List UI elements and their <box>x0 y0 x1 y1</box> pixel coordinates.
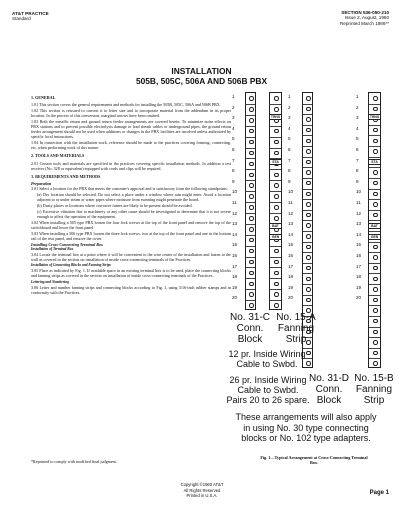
terminal-circle <box>373 139 378 144</box>
paragraph: 1.02 This section is reissued to convert it to letter size and to incorporate material from the addendum in its proper location. In the process of this conversion, marginal arrows have been omitted. <box>31 108 231 119</box>
row-divider <box>270 246 281 247</box>
terminal-circle <box>373 192 378 197</box>
terminal-circle <box>306 287 311 292</box>
row-divider <box>303 104 312 105</box>
terminal-circle <box>373 287 378 292</box>
row-divider <box>270 126 281 127</box>
caption-wiring-26pr <box>226 375 310 405</box>
terminal-circle <box>249 216 254 221</box>
header-left-line: Standard <box>12 16 31 22</box>
paragraph: (a) Dry location should be selected. Do not select a place under a window where rain might enter. Avoid a location adjacent to or under steam or water pipes where moisture from sweating might penetrate the board. <box>37 191 231 202</box>
terminal-circle <box>249 183 254 188</box>
section-heading: 3. REQUIREMENTS AND METHODS <box>31 173 101 179</box>
subheading: Installation of Terminal Box <box>31 247 74 252</box>
paragraph: 3.04 Locate the terminal box at a point where it will be convenient to the wire center of the installation and fasten to the wall as covered in the section on installation of inside cross-connecting terminals of the Practices. <box>31 252 231 263</box>
row-divider <box>303 295 312 296</box>
arrangement-note <box>218 412 394 444</box>
row-divider <box>303 263 312 264</box>
row-divider <box>270 300 281 301</box>
terminal-circle <box>249 151 254 156</box>
row-divider <box>246 115 255 116</box>
row-divider <box>369 157 380 158</box>
row-divider <box>369 327 380 328</box>
row-number: 13 <box>288 221 294 227</box>
figure-caption <box>233 455 395 465</box>
row-divider <box>270 289 281 290</box>
terminal-circle <box>306 181 311 186</box>
terminal-circle <box>373 351 378 356</box>
caption-strip-15b <box>352 373 396 406</box>
caption-line: No. 15-A <box>276 312 316 323</box>
terminal-circle <box>373 255 378 260</box>
terminal-circle <box>274 129 279 134</box>
terminal-circle <box>373 213 378 218</box>
row-divider <box>303 189 312 190</box>
row-number: 6 <box>288 147 291 152</box>
row-number: 1 <box>232 94 235 99</box>
row-divider <box>270 148 281 149</box>
terminal-circle <box>306 298 311 303</box>
row-divider <box>369 337 380 338</box>
body-column <box>31 92 231 296</box>
row-number: 16 <box>288 253 294 258</box>
row-number: 10 <box>232 189 238 195</box>
terminal-circle <box>373 330 378 335</box>
terminal-circle <box>249 140 254 145</box>
row-divider <box>303 146 312 147</box>
row-number: 12 <box>356 210 362 216</box>
row-number: 5 <box>356 136 359 142</box>
header-left <box>12 11 49 22</box>
row-divider <box>270 191 281 192</box>
terminal-circle <box>306 245 311 250</box>
terminal-circle <box>373 308 378 313</box>
caption-line: 12 pr. Inside Wiring <box>228 349 306 359</box>
row-number: 20 <box>356 295 362 301</box>
caption-wiring-12pr <box>222 349 312 369</box>
paragraph: 1.01 This section covers the general requirements and methods for installing the 505B, 505C, 506A and 506B PBX. <box>31 102 221 108</box>
tag-gen: GEN <box>368 234 381 240</box>
row-number: 7 <box>356 157 359 163</box>
terminal-circle <box>274 96 279 101</box>
terminal-circle <box>306 202 311 207</box>
row-number: 13 <box>356 221 362 227</box>
row-divider <box>303 114 312 115</box>
fanning-strip-15a <box>269 92 282 310</box>
row-number: 13 <box>232 221 238 227</box>
terminal-circle <box>373 361 378 366</box>
row-number: 3 <box>356 115 359 121</box>
caption-line: No. 31-D <box>308 373 349 384</box>
row-number: 18 <box>232 274 238 280</box>
terminal-circle <box>306 128 311 133</box>
footnote: *Reprinted to comply with modified final judgment. <box>31 459 117 464</box>
paragraph: 3.03 When installing a 506 type PBX loosen the three lock screws, two at the top of the front panel and one in the bottom rail of the rear panel, and remove the cover. <box>31 231 231 242</box>
row-number: 2 <box>288 104 291 110</box>
terminal-circle <box>249 292 254 297</box>
figure-caption-line: Fig. 1—Typical Arrangement at Cross-Connecting Terminal <box>260 455 368 460</box>
row-divider <box>270 278 281 279</box>
row-number: 10 <box>356 189 362 195</box>
row-divider <box>270 213 281 214</box>
terminal-circle <box>306 255 311 260</box>
terminal-circle <box>306 160 311 165</box>
section-heading: 1. GENERAL <box>31 95 56 100</box>
row-number: 6 <box>356 147 359 152</box>
terminal-circle <box>373 107 378 112</box>
terminal-circle <box>274 183 279 188</box>
row-divider <box>369 316 380 317</box>
caption-line: Cable to Swbd. <box>237 385 299 395</box>
row-number: 12 <box>232 210 238 216</box>
terminal-circle <box>306 266 311 271</box>
terminal-circle <box>306 277 311 282</box>
terminal-circle <box>249 162 254 167</box>
terminal-circle <box>274 271 279 276</box>
header-right <box>340 10 389 26</box>
caption-line: No. 31-C <box>229 312 270 323</box>
caption-line: Conn. <box>236 323 264 334</box>
terminal-circle <box>249 194 254 199</box>
row-divider <box>369 210 380 211</box>
terminal-circle <box>249 205 254 210</box>
caption-line: Block <box>237 334 263 345</box>
row-number: 9 <box>232 178 235 184</box>
row-divider <box>270 257 281 258</box>
note-line: in using No. 30 type connecting <box>243 422 369 433</box>
terminal-circle <box>306 223 311 228</box>
row-number: 15 <box>288 242 294 248</box>
row-divider <box>369 104 380 105</box>
row-divider <box>246 257 255 258</box>
row-divider <box>246 289 255 290</box>
row-number: 20 <box>288 295 294 301</box>
row-number: 4 <box>356 125 359 131</box>
terminal-circle <box>274 216 279 221</box>
terminal-circle <box>274 173 279 178</box>
tag-gen: GEN <box>269 234 282 240</box>
row-divider <box>369 284 380 285</box>
row-divider <box>369 199 380 200</box>
row-divider <box>369 146 380 147</box>
terminal-circle <box>274 140 279 145</box>
terminal-circle <box>373 245 378 250</box>
tag-bat: BAT <box>368 223 381 229</box>
fanning-strip-15b <box>368 92 381 368</box>
caption-line: 26 pr. Inside Wiring <box>229 375 307 385</box>
row-number: 14 <box>288 231 294 237</box>
tag-bat: BAT <box>269 223 282 229</box>
terminal-circle <box>274 303 279 308</box>
figure-caption-line: Box. <box>309 460 319 465</box>
row-divider <box>369 358 380 359</box>
row-number: 16 <box>356 253 362 258</box>
paragraph: (b) Dusty places or locations where corrosive fumes are likely to be present should be avoided. <box>37 202 193 208</box>
terminal-circle <box>373 149 378 154</box>
paragraph: (c) Excessive vibration due to machinery or any other cause should be investigated to determine that it is not severe enough to affect the operation of the equipment. <box>37 208 231 219</box>
row-number: 17 <box>288 263 294 269</box>
row-divider <box>246 180 255 181</box>
terminal-circle <box>306 192 311 197</box>
row-divider <box>369 252 380 253</box>
terminal-circle <box>306 234 311 239</box>
header-left-line: AT&T PRACTICE <box>12 11 49 16</box>
row-number: 19 <box>356 284 362 290</box>
terminal-circle <box>274 205 279 210</box>
copyright-line: Printed in U.S.A. <box>186 493 218 499</box>
terminal-circle <box>249 173 254 178</box>
row-divider <box>369 178 380 179</box>
row-number: 1 <box>356 94 359 99</box>
row-divider <box>246 169 255 170</box>
copyright-line: Copyright ©1960 AT&T <box>180 482 224 487</box>
caption-line: Strip <box>285 334 307 345</box>
subheading: Preparation <box>31 180 52 186</box>
row-divider <box>246 202 255 203</box>
terminal-circle <box>373 170 378 175</box>
row-number: 10 <box>288 189 294 195</box>
caption-strip-15a <box>274 312 318 345</box>
terminal-circle <box>249 238 254 243</box>
terminal-circle <box>274 107 279 112</box>
caption-line: Strip <box>363 395 385 406</box>
row-number: 12 <box>288 210 294 216</box>
row-number: 20 <box>232 295 238 301</box>
row-number: 19 <box>232 284 238 290</box>
terminal-circle <box>249 129 254 134</box>
row-divider <box>246 213 255 214</box>
subheading: Lettering and Numbering <box>31 279 69 284</box>
connecting-block-31c <box>245 92 256 310</box>
row-divider <box>303 178 312 179</box>
row-divider <box>303 167 312 168</box>
row-number: 17 <box>356 263 362 269</box>
caption-line: Pairs 20 to 26 spare. <box>226 395 310 405</box>
caption-block-31d <box>306 373 352 406</box>
row-divider <box>270 202 281 203</box>
terminal-circle <box>306 96 311 101</box>
row-divider <box>246 300 255 301</box>
row-divider <box>246 104 255 105</box>
row-divider <box>369 220 380 221</box>
row-divider <box>303 135 312 136</box>
row-divider <box>369 167 380 168</box>
row-number: 11 <box>232 200 237 205</box>
subheading: Installation of Connecting Blocks and Fanning Strips <box>31 263 111 268</box>
row-number: 19 <box>288 284 294 290</box>
row-divider <box>303 220 312 221</box>
terminal-circle <box>274 249 279 254</box>
row-number: 8 <box>288 168 291 174</box>
row-number: 8 <box>232 168 235 174</box>
row-number: 18 <box>356 274 362 280</box>
row-divider <box>303 273 312 274</box>
row-divider <box>246 191 255 192</box>
terminal-circle <box>306 149 311 154</box>
row-number: 5 <box>288 136 291 142</box>
terminal-circle <box>249 282 254 287</box>
header-right-line: Reprinted March 1986** <box>339 20 389 26</box>
terminal-circle <box>373 181 378 186</box>
caption-line: Cable to Swbd. <box>236 359 298 369</box>
row-number: 1 <box>288 94 291 99</box>
terminal-circle <box>373 202 378 207</box>
terminal-circle <box>274 260 279 265</box>
row-divider <box>246 246 255 247</box>
terminal-circle <box>274 151 279 156</box>
paragraph: 3.02 When installing a 505 type PBX loosen the four lock screws at the top of the front panel and remove the top of the switchboard and lower the front panel. <box>31 219 231 231</box>
row-number: 15 <box>356 242 362 248</box>
paragraph: 3.06 Letter and number fanning strips and connecting blocks according to Fig. 1, using 3/16-inch rubber stamps and in conformity with the Practices. <box>31 284 231 295</box>
row-divider <box>246 278 255 279</box>
terminal-circle <box>306 139 311 144</box>
row-divider <box>369 263 380 264</box>
terminal-circle <box>373 128 378 133</box>
section-heading: 2. TOOLS AND MATERIALS <box>31 153 85 159</box>
row-number: 3 <box>232 115 235 121</box>
terminal-circle <box>373 277 378 282</box>
terminal-circle <box>274 282 279 287</box>
terminal-circle <box>249 118 254 123</box>
caption-line: Conn. <box>315 384 343 395</box>
paragraph: 3.01 Select a location for the PBX that meets the customer's approval and is satisfactory from the following standpoints: <box>31 185 228 191</box>
row-number: 9 <box>356 178 359 184</box>
row-number: 6 <box>232 147 235 152</box>
row-number: 14 <box>232 231 238 237</box>
tag-trns: TRNS <box>270 115 281 119</box>
row-divider <box>270 180 281 181</box>
terminal-circle <box>249 303 254 308</box>
header-right-line: SECTION 536-050-210 <box>341 10 389 15</box>
paragraph: 2.01 Certain tools and materials are specified in the practices covering specific installation methods. In addition a test receiver (No. 328 or equivalent) equipped with cords and clips will be required. <box>31 160 231 171</box>
note-line: These arrangements will also apply <box>235 412 377 422</box>
paragraph: 1.04 In connection with the installation work, reference should be made to the practices covering forming, connecting, etc, when performing work of this nature. <box>31 140 231 151</box>
row-divider <box>369 242 380 243</box>
row-divider <box>303 305 312 306</box>
copyright-line: All Rights Reserved <box>183 487 221 493</box>
caption-line: No. 15-B <box>354 373 394 384</box>
note-line: blocks or No. 102 type adapters. <box>241 433 371 443</box>
row-divider <box>303 284 312 285</box>
terminal-circle <box>306 107 311 112</box>
terminal-circle <box>249 271 254 276</box>
row-number: 16 <box>232 253 238 258</box>
row-divider <box>246 158 255 159</box>
terminal-circle <box>249 96 254 101</box>
terminal-circle <box>373 96 378 101</box>
terminal-circle <box>249 249 254 254</box>
row-divider <box>246 235 255 236</box>
terminal-circle <box>249 107 254 112</box>
terminal-circle <box>274 292 279 297</box>
row-divider <box>369 273 380 274</box>
row-divider <box>270 267 281 268</box>
terminal-circle <box>249 260 254 265</box>
row-number: 4 <box>232 125 235 131</box>
caption-line: Fanning <box>277 323 315 334</box>
row-divider <box>303 125 312 126</box>
title-line-1: INSTALLATION <box>171 66 232 76</box>
terminal-circle <box>274 194 279 199</box>
tag-trns: TRNS <box>369 115 380 119</box>
row-divider <box>303 231 312 232</box>
figure-diagram <box>226 92 397 452</box>
row-number: 7 <box>232 157 235 163</box>
row-divider <box>246 267 255 268</box>
row-number: 7 <box>288 157 291 163</box>
row-divider <box>246 126 255 127</box>
terminal-circle <box>373 319 378 324</box>
row-number: 18 <box>288 274 294 280</box>
terminal-circle <box>249 227 254 232</box>
row-number: 4 <box>288 125 291 131</box>
caption-line: Fanning <box>355 384 393 395</box>
row-divider <box>303 242 312 243</box>
row-divider <box>369 305 380 306</box>
header-right-line: Issue 2, August, 1960 <box>344 15 389 21</box>
row-divider <box>270 104 281 105</box>
tag-sta: STA <box>269 159 282 165</box>
row-divider <box>369 125 380 126</box>
terminal-circle <box>373 298 378 303</box>
row-number: 5 <box>232 136 235 142</box>
paragraph: 3.05 Place as indicated by Fig. 1. If available space in an existing terminal box is to be used, place the connecting blocks and fanning strips as covered in the section on installation of inside cross-connecting terminals of the Practices. <box>31 268 231 279</box>
row-divider <box>369 231 380 232</box>
row-divider <box>369 348 380 349</box>
row-number: 8 <box>356 168 359 174</box>
row-divider <box>369 295 380 296</box>
row-divider <box>270 169 281 170</box>
row-number: 3 <box>288 115 291 121</box>
row-divider <box>303 157 312 158</box>
row-divider <box>369 135 380 136</box>
row-divider <box>303 252 312 253</box>
terminal-circle <box>306 117 311 122</box>
terminal-circle <box>373 340 378 345</box>
terminal-circle <box>306 213 311 218</box>
row-divider <box>369 189 380 190</box>
row-number: 15 <box>232 242 238 248</box>
row-number: 2 <box>356 104 359 110</box>
caption-line: Block <box>316 395 342 406</box>
row-number: 9 <box>288 178 291 184</box>
row-number: 17 <box>232 263 238 269</box>
row-divider <box>303 210 312 211</box>
row-number: 11 <box>356 200 361 205</box>
terminal-circle <box>306 170 311 175</box>
copyright-block <box>150 482 254 499</box>
row-divider <box>303 199 312 200</box>
caption-block-31c <box>226 312 274 345</box>
page-number: Page 1 <box>369 490 389 496</box>
row-number: 2 <box>232 104 235 110</box>
paragraph: 1.03 Both the metallic return and ground return feeder arrangements are covered herein. To minimize noise effects on PBX stations and to prevent possible electrolysis damage to lead sheath cables or underground pipes, the ground return feeder arrangement should not be used when additions or changes in the PBX facilities are involved unless authorized by specific local instructions. <box>31 119 231 140</box>
tag-sta: STA <box>368 159 381 165</box>
row-divider <box>246 137 255 138</box>
subheading: Installing Cross-Connecting Terminal Box <box>31 242 104 248</box>
row-divider <box>246 148 255 149</box>
row-number: 14 <box>356 231 362 237</box>
terminal-circle <box>373 266 378 271</box>
row-divider <box>270 137 281 138</box>
row-number: 11 <box>288 200 293 205</box>
title-line-2: 505B, 505C, 506A AND 506B PBX <box>135 76 268 86</box>
row-divider <box>246 224 255 225</box>
